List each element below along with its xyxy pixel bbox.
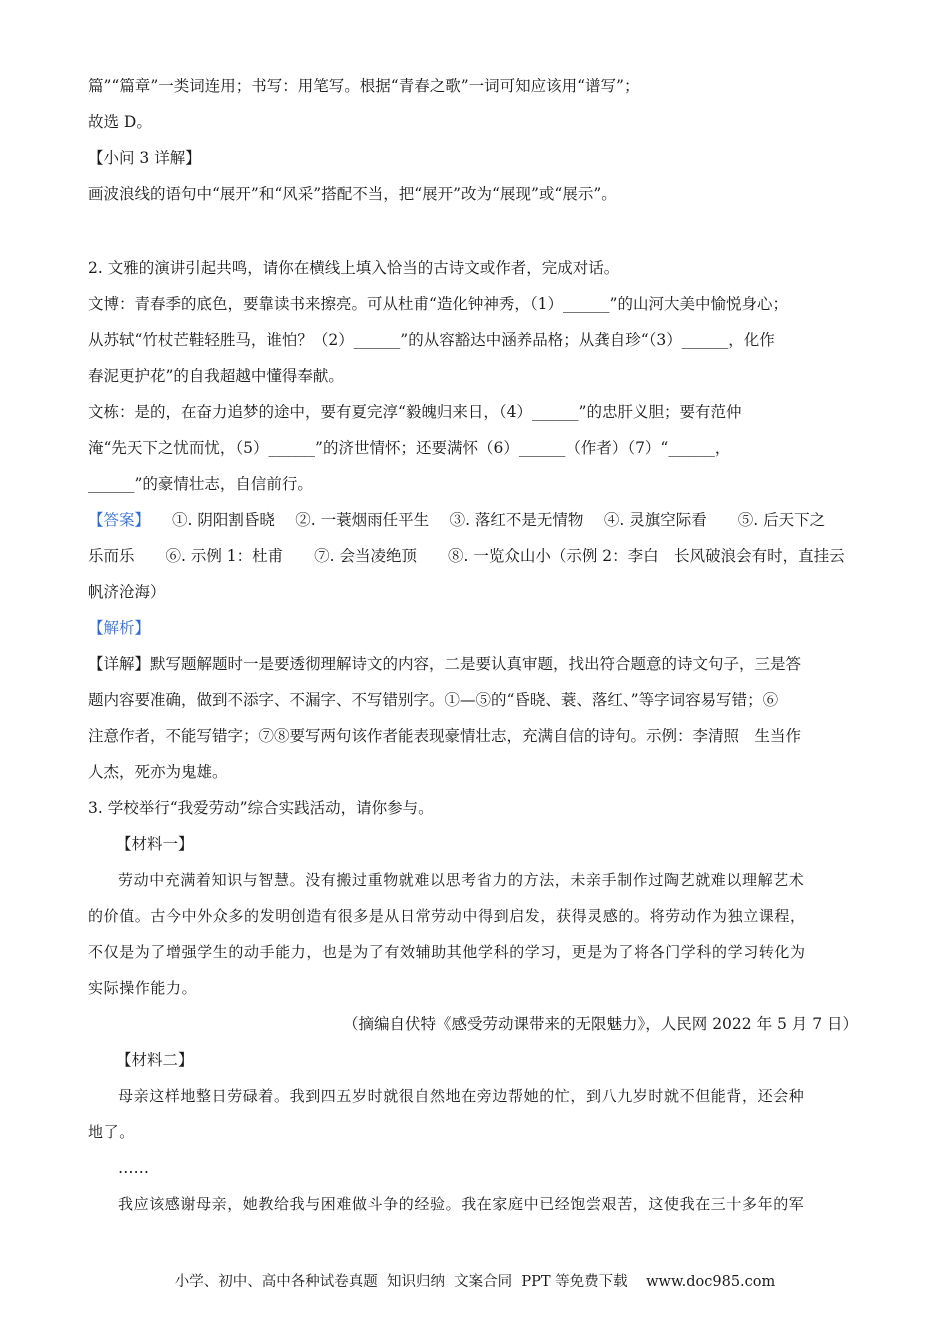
text-line: 帆济沧海） <box>88 583 166 601</box>
text-line: 劳动中充满着知识与智慧。没有搬过重物就难以思考省力的方法，未亲手制作过陶艺就难以理解艺术 <box>118 871 805 889</box>
answer-line <box>88 510 825 530</box>
text-line: 文栋：是的，在奋力追梦的途中，要有夏完淳“毅魄归来日，（4）______”的忠肝义胆；要有范仲 <box>88 403 742 421</box>
question-title: 3. 学校举行“我爱劳动”综合实践活动，请你参与。 <box>88 799 434 817</box>
text-line: 母亲这样地整日劳碌着。我到四五岁时就很自然地在旁边帮她的忙，到八九岁时就不但能背，还会种 <box>118 1087 805 1105</box>
text-line: 从苏轼“竹杖芒鞋轻胜马，谁怕？（2）______”的从容豁达中涵养品格；从龚自珍“（3）______，化作 <box>88 331 775 349</box>
text-line: 实际操作能力。 <box>88 979 198 997</box>
question-title: 2. 文雅的演讲引起共鸣，请你在横线上填入恰当的古诗文或作者，完成对话。 <box>88 259 620 277</box>
page-footer: 小学、初中、高中各种试卷真题 知识归纳 文案合同 PPT 等免费下载 www.doc985.com <box>174 1274 776 1290</box>
detail-label: 【详解】 <box>88 655 151 673</box>
material-heading: 【材料一】 <box>116 835 194 853</box>
answer-label: 【答案】 <box>88 511 151 529</box>
detail-text: 默写题解题时一是要透彻理解诗文的内容，二是要认真审题，找出符合题意的诗文句子，三是答 <box>150 655 802 673</box>
detail-line <box>88 654 801 674</box>
text-line: 故选 D。 <box>88 113 152 131</box>
text-line: 注意作者，不能写错字；⑦⑧要写两句该作者能表现豪情壮志，充满自信的诗句。示例：李清照 生当作 <box>88 727 802 745</box>
text-line: ______”的豪情壮志，自信前行。 <box>88 475 313 493</box>
text-line: 乐而乐 ⑥. 示例 1：杜甫 ⑦. 会当凌绝顶 ⑧. 一览众山小（示例 2：李白 长风破浪会有时，直挂云 <box>88 547 845 565</box>
text-line: 我应该感谢母亲，她教给我与困难做斗争的经验。我在家庭中已经饱尝艰苦，这使我在三十多年的军 <box>118 1195 805 1213</box>
text-line: 的价值。古今中外众多的发明创造有很多是从日常劳动中得到启发，获得灵感的。将劳动作为独立课程， <box>88 907 806 925</box>
text-line: 不仅是为了增强学生的动手能力，也是为了有效辅助其他学科的学习，更是为了将各门学科的学习转化为 <box>88 943 806 961</box>
source-citation: （摘编自伏特《感受劳动课带来的无限魅力》，人民网 2022 年 5 月 7 日） <box>343 1015 858 1033</box>
text-line: 文博：青春季的底色，要靠读书来擦亮。可从杜甫“造化钟神秀，（1）______”的山河大美中愉悦身心； <box>88 295 788 313</box>
text-line: 人杰，死亦为鬼雄。 <box>88 763 228 781</box>
text-line: 春泥更护花”的自我超越中懂得奉献。 <box>88 367 344 385</box>
answer-text: ①. 阴阳割昏晓 ②. 一蓑烟雨任平生 ③. 落红不是无情物 ④. 灵旗空际看 ⑤. 后天下之 <box>172 511 826 529</box>
text-line: 画波浪线的语句中“展开”和“风采”搭配不当，把“展开”改为“展现”或“展示”。 <box>88 185 617 203</box>
text-line: 淹“先天下之忧而忧，（5）______”的济世情怀；还要满怀（6）______（作者）（7）“______， <box>88 439 731 457</box>
text-line: 地了。 <box>88 1123 135 1141</box>
text-line: 篇”“篇章”一类词连用；书写：用笔写。根据“青春之歌”一词可知应该用“谱写”； <box>88 77 640 95</box>
section-heading: 【小问 3 详解】 <box>88 149 201 167</box>
material-heading: 【材料二】 <box>116 1051 194 1069</box>
text-line: 题内容要准确，做到不添字、不漏字、不写错别字。①—⑤的“昏晓、蓑、落红、”等字词容易写错；⑥ <box>88 691 779 709</box>
analysis-label: 【解析】 <box>88 619 151 637</box>
ellipsis: …… <box>118 1159 149 1177</box>
